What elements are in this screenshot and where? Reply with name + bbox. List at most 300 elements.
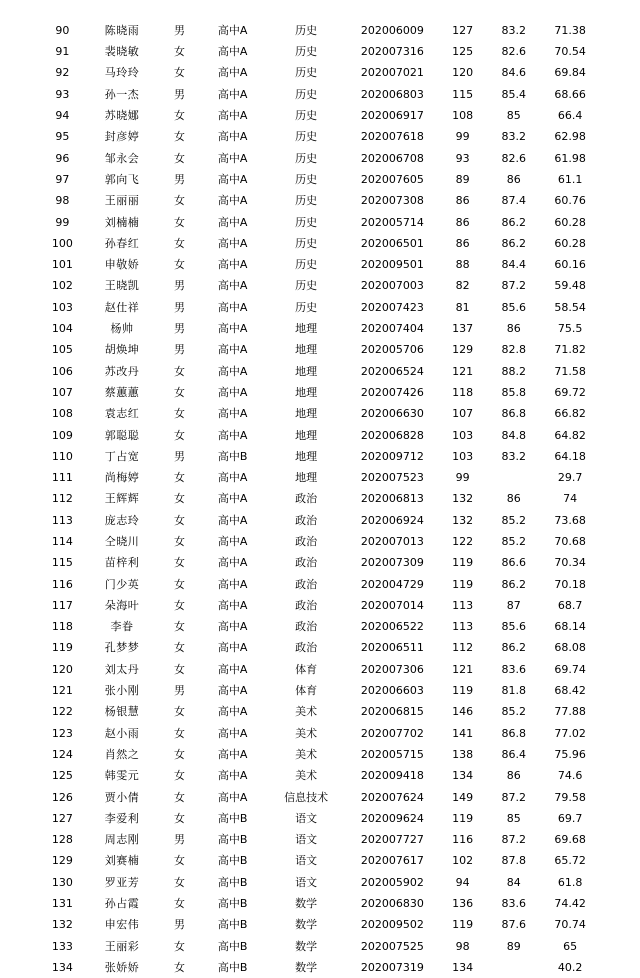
table-row: [40, 169, 600, 190]
student-name: 贾小倩: [104, 790, 140, 804]
student-name: 陈晓雨: [104, 23, 140, 37]
row-index: 90: [55, 23, 70, 37]
row-index: 128: [51, 833, 73, 847]
score-one: 146: [452, 705, 474, 719]
student-code: 202007617: [360, 854, 424, 868]
student-grade: 高中A: [217, 641, 248, 655]
student-sex: 男: [173, 87, 185, 101]
student-subject: 历史: [295, 215, 318, 229]
score-one: 119: [452, 811, 474, 825]
score-total: 71.38: [554, 23, 586, 37]
student-code: 202007013: [360, 535, 424, 548]
student-grade: 高中A: [217, 556, 248, 570]
student-name: 庞志玲: [104, 513, 140, 527]
student-subject: 地理: [295, 343, 318, 357]
score-two: 84.6: [501, 66, 526, 80]
score-two: 82.6: [501, 151, 526, 165]
student-sex: 女: [173, 726, 185, 740]
student-name: 袁志红: [104, 407, 140, 421]
row-index: 130: [51, 875, 73, 889]
student-name: 苗梓利: [104, 556, 140, 570]
row-index: 123: [51, 726, 73, 740]
score-two: 86: [506, 769, 521, 783]
score-total: 68.66: [554, 87, 586, 101]
student-subject: 地理: [295, 385, 318, 399]
student-sex: 男: [173, 279, 185, 293]
student-code: 202006522: [360, 620, 424, 634]
student-name: 杨帅: [110, 322, 134, 336]
student-sex: 男: [173, 343, 185, 357]
roster-table-body: [40, 20, 600, 978]
student-grade: 高中A: [217, 215, 248, 229]
student-name: 肖然之: [104, 747, 140, 761]
table-row: [40, 382, 600, 403]
score-one: 113: [452, 620, 474, 634]
row-index: 125: [51, 769, 73, 783]
table-row: [40, 361, 600, 382]
student-subject: 历史: [295, 66, 318, 80]
row-index: 98: [55, 194, 70, 208]
score-two: 85.2: [501, 705, 526, 719]
score-one: 88: [455, 258, 470, 272]
student-grade: 高中A: [217, 258, 248, 272]
table-row: [40, 702, 600, 723]
student-subject: 历史: [295, 87, 318, 101]
row-index: 92: [55, 66, 70, 80]
row-index: 134: [51, 960, 73, 974]
score-one: 119: [452, 577, 474, 591]
score-total: 75.96: [554, 747, 586, 761]
row-index: 101: [51, 258, 73, 272]
score-one: 141: [452, 726, 474, 740]
table-row: [40, 425, 600, 446]
student-name: 赵仕祥: [104, 300, 140, 314]
student-name: 邹永会: [104, 151, 140, 165]
table-row: [40, 765, 600, 786]
student-subject: 历史: [295, 194, 318, 208]
score-one: 93: [455, 151, 470, 165]
score-one: 129: [452, 343, 474, 357]
student-grade: 高中A: [217, 194, 248, 208]
student-grade: 高中A: [217, 577, 248, 591]
student-subject: 数学: [295, 939, 318, 953]
student-name: 申敬娇: [104, 258, 140, 272]
row-index: 117: [51, 598, 73, 612]
student-name: 韩雯元: [104, 769, 140, 783]
score-two: 82.8: [501, 343, 526, 357]
score-one: 132: [452, 513, 474, 527]
score-total: 70.34: [554, 556, 586, 570]
student-sex: 女: [173, 598, 185, 612]
student-grade: 高中A: [217, 662, 248, 676]
score-two: 86: [506, 322, 521, 336]
row-index: 97: [55, 172, 70, 186]
student-code: 202007618: [360, 130, 424, 144]
student-sex: 女: [173, 854, 185, 868]
student-grade: 高中A: [217, 747, 248, 761]
score-two: 87.2: [501, 790, 526, 804]
score-two: 87: [506, 598, 521, 612]
student-name: 刘楠楠: [104, 215, 140, 229]
row-index: 94: [55, 109, 70, 123]
student-name: 孙占霞: [104, 897, 140, 911]
row-index: 127: [51, 811, 73, 825]
score-total: 74.6: [557, 769, 583, 783]
row-index: 113: [51, 513, 73, 527]
score-total: 69.84: [554, 66, 586, 80]
score-one: 102: [452, 854, 474, 868]
score-two: 85.6: [501, 300, 526, 314]
score-total: 75.5: [557, 322, 583, 336]
student-grade: 高中B: [217, 918, 248, 932]
student-sex: 男: [173, 322, 185, 336]
student-name: 申宏伟: [104, 918, 140, 932]
student-grade: 高中A: [217, 407, 248, 421]
student-name: 王辉辉: [104, 492, 140, 506]
student-subject: 地理: [295, 322, 318, 336]
student-subject: 语文: [295, 833, 318, 847]
table-row: [40, 20, 600, 41]
student-sex: 女: [173, 620, 185, 634]
row-index: 112: [51, 492, 73, 506]
score-one: 86: [455, 194, 470, 208]
student-grade: 高中A: [217, 172, 248, 186]
score-total: 70.74: [554, 918, 586, 932]
table-row: [40, 148, 600, 169]
score-total: 69.7: [557, 811, 583, 825]
score-total: 60.28: [554, 236, 586, 250]
score-total: 68.14: [554, 620, 586, 634]
score-total: 68.42: [554, 684, 586, 698]
score-total: 69.68: [554, 833, 586, 847]
score-one: 121: [452, 364, 474, 378]
score-two: 89: [506, 939, 521, 953]
student-sex: 女: [173, 960, 185, 974]
student-sex: 男: [173, 23, 185, 37]
row-index: 121: [51, 684, 73, 698]
score-one: 115: [452, 87, 474, 101]
table-row: [40, 638, 600, 659]
student-grade: 高中A: [217, 109, 248, 123]
student-subject: 地理: [295, 471, 318, 485]
score-one: 137: [452, 322, 474, 336]
student-subject: 历史: [295, 236, 318, 250]
score-one: 99: [455, 130, 470, 144]
score-total: 69.74: [554, 662, 586, 676]
score-one: 103: [452, 428, 474, 442]
student-sex: 女: [173, 428, 185, 442]
student-grade: 高中A: [217, 726, 248, 740]
score-one: 136: [452, 897, 474, 911]
table-row: [40, 339, 600, 360]
student-sex: 女: [173, 66, 185, 80]
student-sex: 女: [173, 471, 185, 485]
student-name: 蔡蕙蕙: [104, 385, 140, 399]
student-code: 202007605: [360, 172, 424, 186]
table-row: [40, 872, 600, 893]
student-code: 202007319: [360, 960, 424, 974]
score-two: 86: [506, 492, 521, 506]
score-total: 70.54: [554, 45, 586, 59]
student-subject: 数学: [295, 960, 318, 974]
table-row: [40, 254, 600, 275]
student-grade: 高中B: [217, 449, 248, 463]
student-code: 202006511: [360, 641, 424, 655]
student-subject: 语文: [295, 875, 318, 889]
student-sex: 女: [173, 556, 185, 570]
student-name: 孔梦梦: [104, 641, 140, 655]
score-total: 74: [563, 492, 578, 506]
score-two: 83.6: [501, 662, 526, 676]
student-name: 张娇娇: [104, 960, 140, 974]
row-index: 124: [51, 747, 73, 761]
score-two: 85: [506, 811, 521, 825]
student-grade: 高中A: [217, 684, 248, 698]
student-sex: 女: [173, 45, 185, 59]
student-sex: 女: [173, 407, 185, 421]
table-row: [40, 403, 600, 424]
student-code: 202006009: [360, 23, 424, 37]
student-code: 202004729: [360, 577, 424, 591]
row-index: 120: [51, 662, 73, 676]
student-subject: 政治: [295, 598, 318, 612]
score-two: 84.8: [501, 428, 526, 442]
student-grade: 高中B: [217, 897, 248, 911]
table-row: [40, 63, 600, 84]
student-code: 202007426: [360, 385, 424, 399]
score-two: 84.4: [501, 258, 526, 272]
student-grade: 高中A: [217, 535, 248, 548]
student-name: 刘太丹: [104, 662, 140, 676]
table-row: [40, 851, 600, 872]
student-subject: 历史: [295, 151, 318, 165]
score-two: 85: [506, 109, 521, 123]
student-name: 周志刚: [104, 833, 140, 847]
score-one: 108: [452, 109, 474, 123]
score-total: 64.82: [554, 428, 586, 442]
student-name: 孙一杰: [104, 87, 140, 101]
student-sex: 女: [173, 535, 185, 548]
student-grade: 高中B: [217, 811, 248, 825]
student-subject: 历史: [295, 258, 318, 272]
score-one: 86: [455, 215, 470, 229]
table-row: [40, 212, 600, 233]
student-subject: 语文: [295, 854, 318, 868]
score-one: 82: [455, 279, 470, 293]
student-sex: 男: [173, 172, 185, 186]
student-name: 孙春红: [104, 236, 140, 250]
student-sex: 女: [173, 641, 185, 655]
student-subject: 政治: [295, 577, 318, 591]
student-grade: 高中B: [217, 939, 248, 953]
student-sex: 女: [173, 130, 185, 144]
student-grade: 高中A: [217, 151, 248, 165]
table-row: [40, 723, 600, 744]
score-one: 89: [455, 172, 470, 186]
student-sex: 女: [173, 705, 185, 719]
row-index: 99: [55, 215, 70, 229]
student-grade: 高中A: [217, 620, 248, 634]
student-code: 202007014: [360, 598, 424, 612]
student-grade: 高中A: [217, 23, 248, 37]
score-one: 118: [452, 385, 474, 399]
table-row: [40, 84, 600, 105]
student-grade: 高中A: [217, 471, 248, 485]
row-index: 133: [51, 939, 73, 953]
student-subject: 历史: [295, 45, 318, 59]
score-two: 86.2: [501, 641, 526, 655]
student-name: 仝晓川: [104, 535, 140, 548]
score-two: 86.8: [501, 407, 526, 421]
student-grade: 高中A: [217, 513, 248, 527]
score-two: 85.6: [501, 620, 526, 634]
score-two: 86.2: [501, 577, 526, 591]
student-sex: 女: [173, 939, 185, 953]
student-code: 202007306: [360, 662, 424, 676]
student-grade: 高中A: [217, 705, 248, 719]
student-grade: 高中A: [217, 66, 248, 80]
row-index: 115: [51, 556, 73, 570]
score-total: 60.28: [554, 215, 586, 229]
score-one: 132: [452, 492, 474, 506]
table-row: [40, 680, 600, 701]
score-two: 86.4: [501, 747, 526, 761]
student-code: 202009502: [360, 918, 424, 932]
student-sex: 男: [173, 833, 185, 847]
score-two: 87.2: [501, 833, 526, 847]
table-row: [40, 616, 600, 637]
score-total: 66.82: [554, 407, 586, 421]
score-two: 84: [506, 875, 521, 889]
table-row: [40, 531, 600, 552]
score-total: 79.58: [554, 790, 586, 804]
score-one: 99: [455, 471, 470, 485]
student-sex: 女: [173, 811, 185, 825]
student-code: 202007624: [360, 790, 424, 804]
student-name: 苏晓娜: [104, 109, 140, 123]
table-row: [40, 41, 600, 62]
student-sex: 男: [173, 300, 185, 314]
student-name: 郭聪聪: [104, 428, 140, 442]
student-grade: 高中A: [217, 322, 248, 336]
score-two: [487, 467, 540, 488]
score-one: 116: [452, 833, 474, 847]
score-one: 127: [452, 23, 474, 37]
student-code: 202009501: [360, 258, 424, 272]
student-name: 苏改丹: [104, 364, 140, 378]
row-index: 105: [51, 343, 73, 357]
score-two: 86.6: [501, 556, 526, 570]
score-total: 62.98: [554, 130, 586, 144]
student-sex: 女: [173, 577, 185, 591]
score-total: 68.08: [554, 641, 586, 655]
student-subject: 地理: [295, 407, 318, 421]
score-total: 29.7: [557, 471, 583, 485]
row-index: 102: [51, 279, 73, 293]
student-code: 202007523: [360, 471, 424, 485]
score-two: 83.2: [501, 130, 526, 144]
student-code: 202007021: [360, 66, 424, 80]
student-name: 郭向飞: [104, 172, 140, 186]
student-grade: 高中A: [217, 769, 248, 783]
student-code: 202009418: [360, 769, 424, 783]
student-code: 202006924: [360, 513, 424, 527]
row-index: 96: [55, 151, 70, 165]
score-total: 61.98: [554, 151, 586, 165]
student-subject: 政治: [295, 535, 318, 548]
student-name: 裴晓敏: [104, 45, 140, 59]
student-sex: 男: [173, 684, 185, 698]
score-total: 70.18: [554, 577, 586, 591]
student-grade: 高中A: [217, 236, 248, 250]
score-two: 86.2: [501, 236, 526, 250]
student-code: 202006830: [360, 897, 424, 911]
score-total: 71.58: [554, 364, 586, 378]
score-one: 134: [452, 769, 474, 783]
student-grade: 高中B: [217, 875, 248, 889]
score-one: 119: [452, 684, 474, 698]
row-index: 91: [55, 45, 70, 59]
row-index: 110: [51, 449, 73, 463]
score-one: 113: [452, 598, 474, 612]
score-two: 83.2: [501, 449, 526, 463]
score-two: 86.2: [501, 215, 526, 229]
student-grade: 高中A: [217, 279, 248, 293]
student-name: 李眷: [110, 620, 134, 634]
student-subject: 历史: [295, 279, 318, 293]
score-total: 65.72: [554, 854, 586, 868]
student-code: 202005706: [360, 343, 424, 357]
score-two: 87.8: [501, 854, 526, 868]
score-total: 70.68: [554, 535, 586, 548]
student-code: 202006828: [360, 428, 424, 442]
student-name: 李爱利: [104, 811, 140, 825]
row-index: 118: [51, 620, 73, 634]
student-sex: 女: [173, 662, 185, 676]
table-row: [40, 190, 600, 211]
row-index: 93: [55, 87, 70, 101]
student-subject: 地理: [295, 449, 318, 463]
row-index: 129: [51, 854, 73, 868]
student-subject: 美术: [295, 747, 318, 761]
score-two: 86.8: [501, 726, 526, 740]
student-name: 赵小雨: [104, 726, 140, 740]
student-code: 202007308: [360, 194, 424, 208]
student-subject: 数学: [295, 918, 318, 932]
student-sex: 女: [173, 215, 185, 229]
row-index: 116: [51, 577, 73, 591]
student-sex: 女: [173, 513, 185, 527]
student-subject: 地理: [295, 364, 318, 378]
student-grade: 高中A: [217, 45, 248, 59]
student-code: 202009624: [360, 811, 424, 825]
student-subject: 政治: [295, 556, 318, 570]
row-index: 132: [51, 918, 73, 932]
score-two: 87.6: [501, 918, 526, 932]
score-one: 125: [452, 45, 474, 59]
student-name: 丁占宽: [104, 449, 140, 463]
student-grade: 高中A: [217, 87, 248, 101]
student-grade: 高中B: [217, 854, 248, 868]
row-index: 114: [51, 535, 73, 548]
table-row: [40, 808, 600, 829]
score-total: 61.1: [557, 172, 583, 186]
student-sex: 女: [173, 875, 185, 889]
table-row: [40, 957, 600, 978]
score-one: 134: [452, 960, 474, 974]
row-index: 103: [51, 300, 73, 314]
score-two: 81.8: [501, 684, 526, 698]
